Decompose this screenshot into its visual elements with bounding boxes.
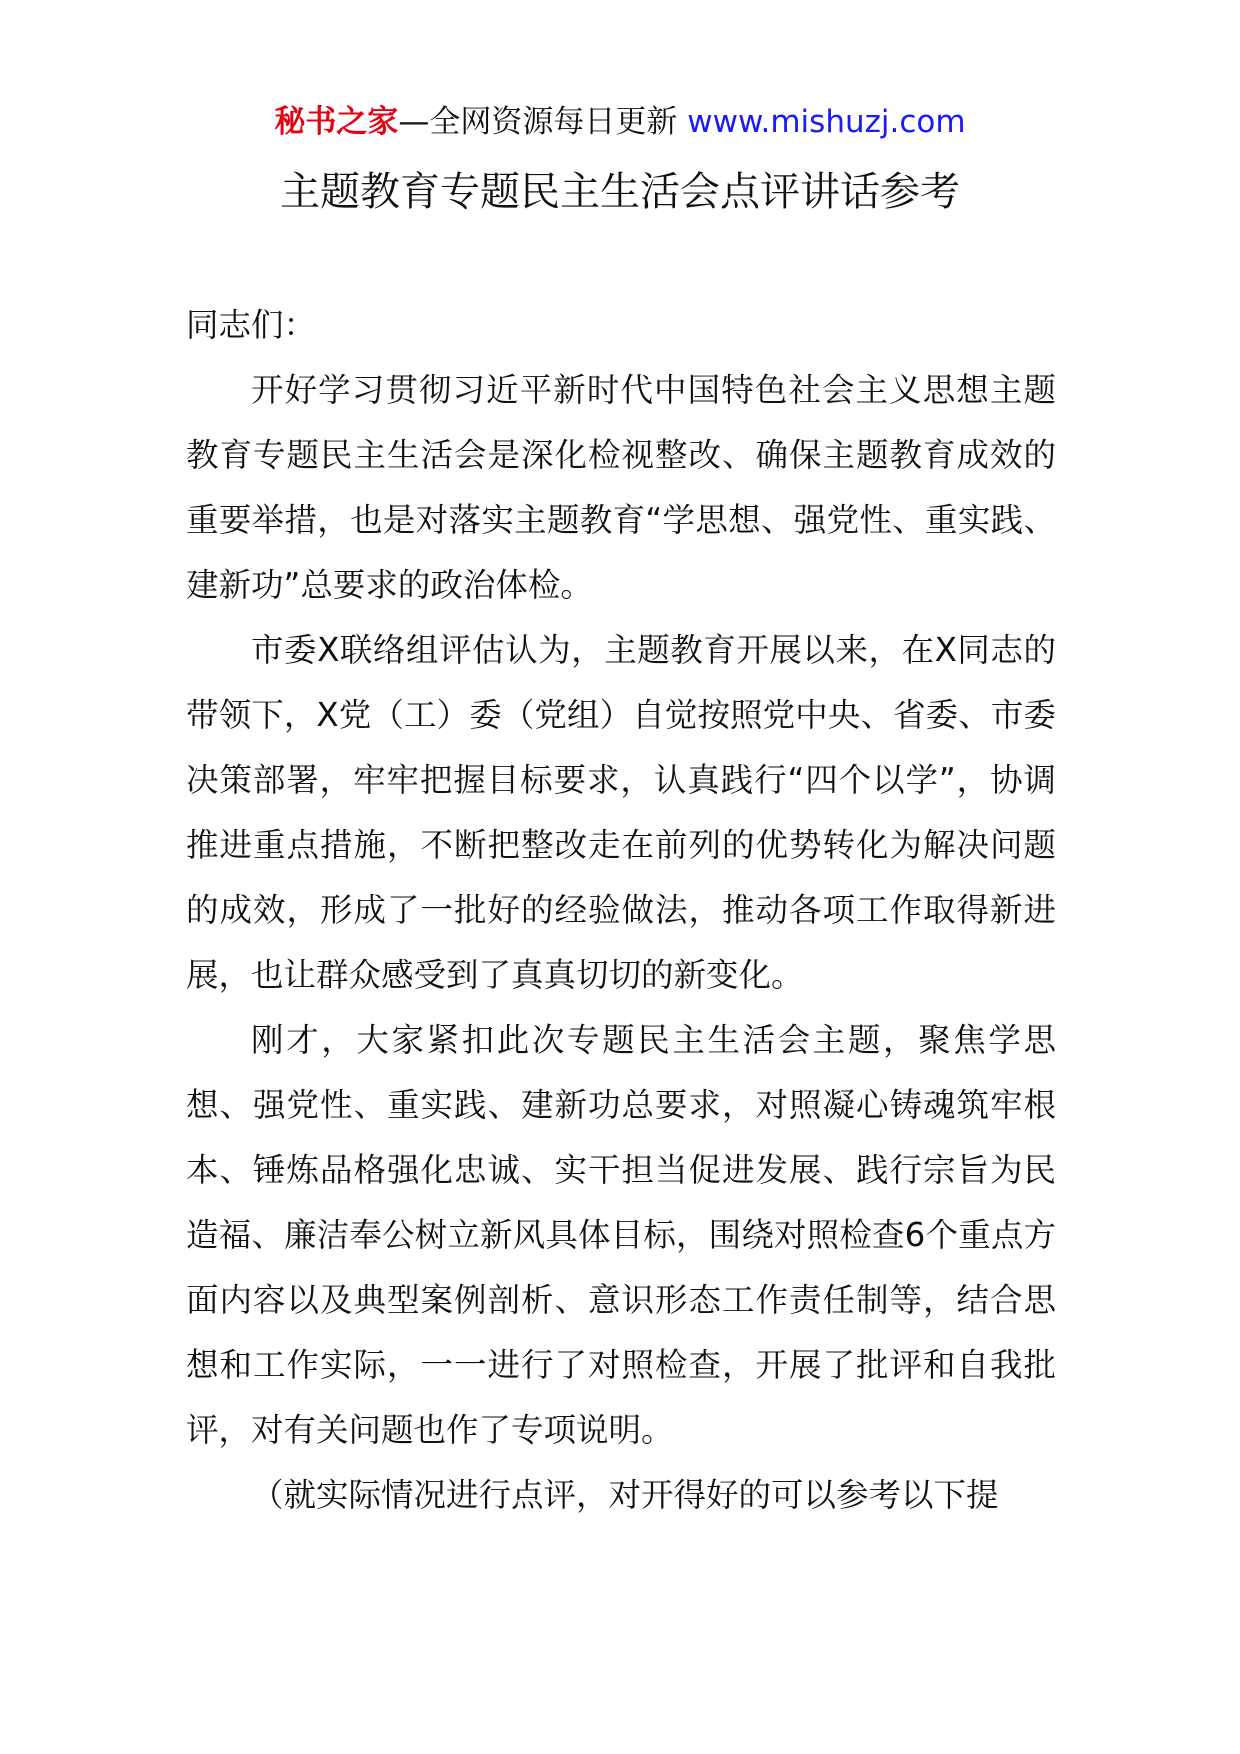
paragraph: 刚才，大家紧扣此次专题民主生活会主题，聚焦学思想、强党性、重实践、建新功总要求，对照凝心铸魂筑牢根本、锤炼品格强化忠诚、实干担当促进发展、践行宗旨为民造福、廉洁奉公树立新风具体目标，围绕对照检查6个重点方面内容以及典型案例剖析、意识形态工作责任制等，结合思想和工作实际，一一进行了对照检查，开展了批评和自我批评，对有关问题也作了专项说明。 xyxy=(186,1021,1056,1449)
brand-name: 秘书之家 xyxy=(274,104,399,140)
header-slogan: —全网资源每日更新 xyxy=(398,104,688,140)
document-title: 主题教育专题民主生活会点评讲话参考 xyxy=(280,169,960,215)
site-url-link[interactable]: www.mishuzj.com xyxy=(687,104,966,140)
paragraph: （就实际情况进行点评，对开得好的可以参考以下提 xyxy=(251,1476,999,1514)
document-body xyxy=(186,293,1056,1528)
paragraph: 开好学习贯彻习近平新时代中国特色社会主义思想主题教育专题民主生活会是深化检视整改、确保主题教育成效的重要举措，也是对落实主题教育“学思想、强党性、重实践、建新功”总要求的政治体检。 xyxy=(186,371,1056,604)
salutation: 同志们： xyxy=(186,306,317,344)
site-header xyxy=(0,100,1240,144)
paragraph: 市委X联络组评估认为，主题教育开展以来，在X同志的带领下，X党（工）委（党组）自觉按照党中央、省委、市委决策部署，牢牢把握目标要求，认真践行“四个以学”，协调推进重点措施，不断把整改走在前列的优势转化为解决问题的成效，形成了一批好的经验做法，推动各项工作取得新进展，也让群众感受到了真真切切的新变化。 xyxy=(186,631,1056,994)
